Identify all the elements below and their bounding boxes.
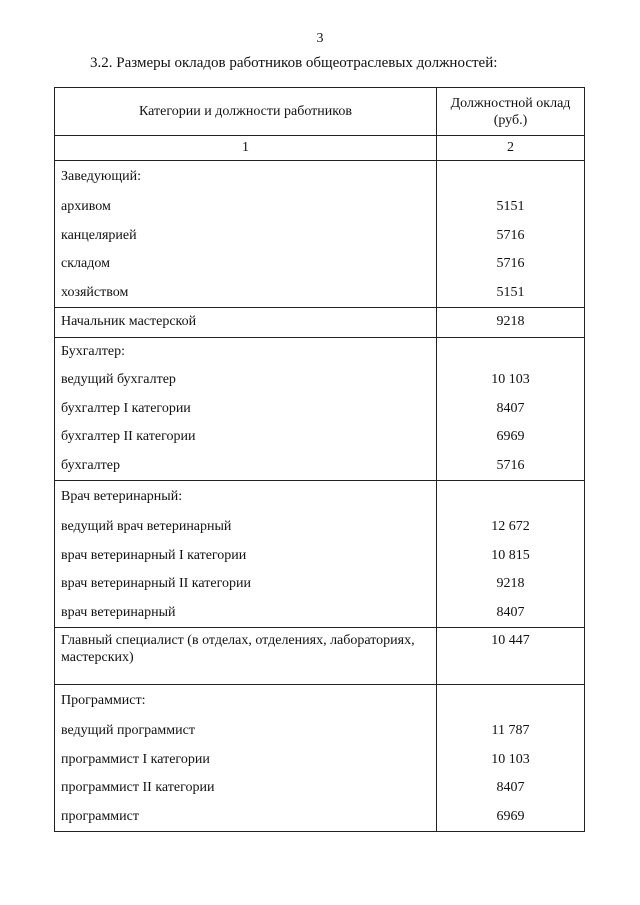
table-header-row xyxy=(55,88,585,136)
table-row xyxy=(55,366,585,395)
row-value: 10 103 xyxy=(437,366,585,395)
row-value: 10 447 xyxy=(437,628,585,685)
row-value: 5716 xyxy=(437,222,585,251)
row-value xyxy=(437,481,585,514)
row-value xyxy=(437,337,585,366)
row-value: 5716 xyxy=(437,250,585,279)
row-value: 6969 xyxy=(437,423,585,452)
row-name: врач ветеринарный I категории xyxy=(55,542,437,571)
table-row xyxy=(55,717,585,746)
table-row xyxy=(55,746,585,775)
table-row xyxy=(55,193,585,222)
row-name: Заведующий: xyxy=(55,161,437,194)
page-number: 3 xyxy=(316,31,324,46)
row-value: 6969 xyxy=(437,803,585,832)
row-value: 8407 xyxy=(437,599,585,628)
section-heading: 3.2. Размеры окладов работников общеотраслевых должностей: xyxy=(90,55,498,71)
row-name: ведущий программист xyxy=(55,717,437,746)
row-value: 9218 xyxy=(437,308,585,338)
row-name: Главный специалист (в отделах, отделениях, лабораториях, мастерских) xyxy=(55,628,437,685)
row-name: бухгалтер II категории xyxy=(55,423,437,452)
table-row xyxy=(55,395,585,424)
col-number-2: 2 xyxy=(437,136,585,161)
row-value xyxy=(437,161,585,194)
table-row xyxy=(55,308,585,338)
row-name: врач ветеринарный II категории xyxy=(55,570,437,599)
row-name: ведущий бухгалтер xyxy=(55,366,437,395)
table-row xyxy=(55,685,585,718)
table-row xyxy=(55,513,585,542)
row-value: 11 787 xyxy=(437,717,585,746)
table-row xyxy=(55,452,585,481)
row-name: бухгалтер I категории xyxy=(55,395,437,424)
row-name: программист xyxy=(55,803,437,832)
row-name: складом xyxy=(55,250,437,279)
row-name: канцелярией xyxy=(55,222,437,251)
row-value: 9218 xyxy=(437,570,585,599)
row-value: 10 103 xyxy=(437,746,585,775)
row-name: архивом xyxy=(55,193,437,222)
row-name: программист II категории xyxy=(55,774,437,803)
column-number-row xyxy=(55,136,585,161)
table-row xyxy=(55,774,585,803)
row-name: программист I категории xyxy=(55,746,437,775)
table-row xyxy=(55,222,585,251)
table-row xyxy=(55,628,585,685)
row-name: врач ветеринарный xyxy=(55,599,437,628)
row-value xyxy=(437,685,585,718)
table-row xyxy=(55,542,585,571)
table-row xyxy=(55,599,585,628)
col-number-1: 1 xyxy=(55,136,437,161)
table-row xyxy=(55,570,585,599)
row-name: Начальник мастерской xyxy=(55,308,437,338)
salary-table xyxy=(54,87,585,832)
row-name: ведущий врач ветеринарный xyxy=(55,513,437,542)
row-value: 5151 xyxy=(437,193,585,222)
row-value: 8407 xyxy=(437,774,585,803)
table-row xyxy=(55,803,585,832)
table-row xyxy=(55,337,585,366)
table-row xyxy=(55,481,585,514)
row-value: 12 672 xyxy=(437,513,585,542)
table-row xyxy=(55,423,585,452)
row-value: 8407 xyxy=(437,395,585,424)
row-value: 5151 xyxy=(437,279,585,308)
col-header-category: Категории и должности работников xyxy=(55,88,437,136)
table-row xyxy=(55,250,585,279)
table-row xyxy=(55,279,585,308)
row-name: Бухгалтер: xyxy=(55,337,437,366)
row-value: 5716 xyxy=(437,452,585,481)
row-name: Программист: xyxy=(55,685,437,718)
row-value: 10 815 xyxy=(437,542,585,571)
row-name: бухгалтер xyxy=(55,452,437,481)
col-header-salary: Должностной оклад (руб.) xyxy=(437,88,585,136)
table-row xyxy=(55,161,585,194)
row-name: хозяйством xyxy=(55,279,437,308)
row-name: Врач ветеринарный: xyxy=(55,481,437,514)
